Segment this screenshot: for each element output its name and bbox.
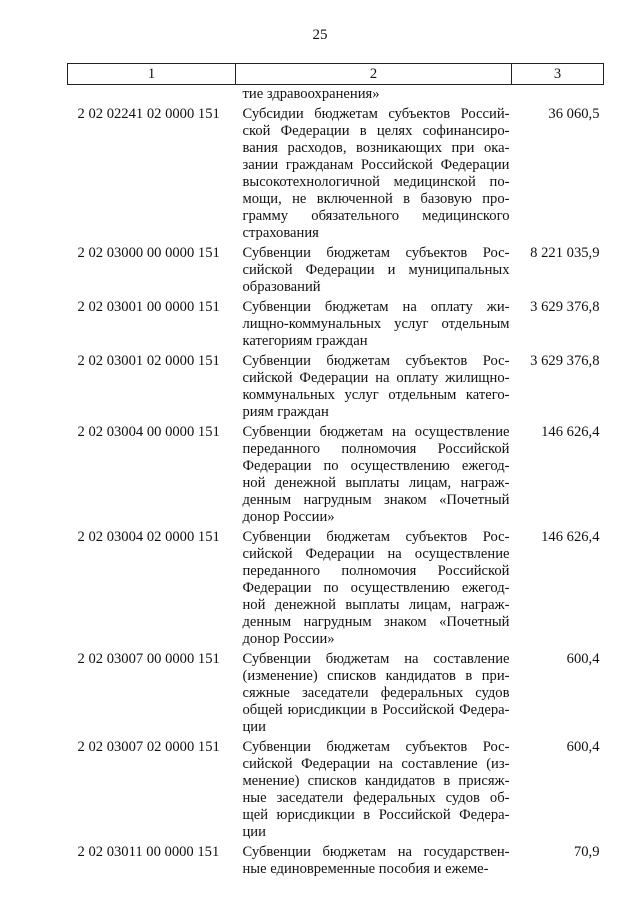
budget-item-name-line: Субвенции бюджетам субъектов Рос- xyxy=(242,529,510,545)
budget-item-name-line: сийской Федерации на оплату жилищно- xyxy=(242,370,510,386)
carryover-text: тие здравоохранения» xyxy=(242,86,380,102)
budget-amount: 146 626,4 xyxy=(541,424,600,440)
budget-item-name xyxy=(236,353,512,424)
budget-item-name-line: сяжные заседатели федеральных судов xyxy=(242,685,510,701)
table-row xyxy=(68,245,604,299)
budget-item-name-line: сийской Федерации на осуществление xyxy=(242,546,510,562)
budget-item-name-line: зании гражданам Российской Федерации xyxy=(242,157,510,173)
budget-item-name-line: донор России» xyxy=(242,631,335,647)
budget-item-name xyxy=(236,651,512,739)
budget-item-name xyxy=(236,245,512,299)
budget-code: 2 02 03004 00 0000 151 xyxy=(77,424,220,440)
budget-item-name-line: ской Федерации в целях софинансиро- xyxy=(242,123,510,139)
carryover-code-cell xyxy=(68,85,236,107)
budget-item-name-line: категориям граждан xyxy=(242,333,368,349)
budget-item-name-line: (изменение) списков кандидатов в при- xyxy=(242,668,510,684)
budget-amount: 600,4 xyxy=(566,739,600,755)
budget-amount: 3 629 376,8 xyxy=(530,299,600,315)
budget-amount: 146 626,4 xyxy=(541,529,600,545)
table-row xyxy=(68,424,604,529)
column-header-name: 2 xyxy=(236,64,512,85)
budget-item-name-line: ные единовременные пособия и ежеме- xyxy=(242,861,489,877)
column-header-code: 1 xyxy=(68,64,236,85)
budget-code: 2 02 03001 02 0000 151 xyxy=(77,353,220,369)
budget-item-name-line: страхования xyxy=(242,225,319,241)
budget-item-name xyxy=(236,844,512,881)
budget-item-name-line: коммунальных услуг отдельным катего- xyxy=(242,387,510,403)
table-row xyxy=(68,106,604,245)
column-header-amount: 3 xyxy=(512,64,604,85)
budget-item-name-line: грамму обязательного медицинского xyxy=(242,208,510,224)
budget-code: 2 02 03001 00 0000 151 xyxy=(77,299,220,315)
budget-item-name-line: высокотехнологичной медицинской по- xyxy=(242,174,510,190)
budget-table xyxy=(67,63,604,881)
carryover-row xyxy=(68,85,604,107)
budget-amount: 600,4 xyxy=(566,651,600,667)
table-row xyxy=(68,844,604,881)
budget-item-name-line: денным нагрудным знаком «Почетный xyxy=(242,492,510,508)
budget-item-name-line: переданного полномочия Российской xyxy=(242,563,510,579)
budget-item-name-line: Субвенции бюджетам субъектов Рос- xyxy=(242,353,510,369)
budget-item-name-line: лищно-коммунальных услуг отдельным xyxy=(242,316,510,332)
budget-item-name-line: сийской Федерации на составление (из- xyxy=(242,756,510,772)
budget-code: 2 02 03004 02 0000 151 xyxy=(77,529,220,545)
budget-item-name-line: Субвенции бюджетам субъектов Рос- xyxy=(242,739,510,755)
budget-item-name xyxy=(236,529,512,651)
budget-code: 2 02 03000 00 0000 151 xyxy=(77,245,220,261)
budget-item-name-line: ной денежной выплаты лицам, награж- xyxy=(242,597,510,613)
budget-item-name-line: Субвенции бюджетам субъектов Рос- xyxy=(242,245,510,261)
budget-item-name-line: ции xyxy=(242,719,266,735)
budget-item-name-line: мощи, не включенной в базовую про- xyxy=(242,191,510,207)
budget-item-name-line: общей юрисдикции в Российской Федера- xyxy=(242,702,510,718)
budget-item-name-line: ной денежной выплаты лицам, награж- xyxy=(242,475,510,491)
table-body xyxy=(68,85,604,882)
page-number: 25 xyxy=(312,27,328,43)
budget-item-name xyxy=(236,299,512,353)
budget-item-name-line: ные заседатели федеральных судов об- xyxy=(242,790,510,806)
budget-item-name-line: щей юрисдикции в Российской Федера- xyxy=(242,807,510,823)
table-row xyxy=(68,739,604,844)
budget-item-name xyxy=(236,424,512,529)
budget-item-name-line: Субсидии бюджетам субъектов Россий- xyxy=(242,106,510,122)
table-row xyxy=(68,299,604,353)
budget-item-name-line: Субвенции бюджетам на государствен- xyxy=(242,844,510,860)
budget-item-name-line: Субвенции бюджетам на осуществление xyxy=(242,424,510,440)
budget-code: 2 02 03007 00 0000 151 xyxy=(77,651,220,667)
budget-amount: 8 221 035,9 xyxy=(530,245,600,261)
budget-item-name-line: переданного полномочия Российской xyxy=(242,441,510,457)
budget-amount: 36 060,5 xyxy=(548,106,600,122)
budget-item-name-line: сийской Федерации и муниципальных xyxy=(242,262,510,278)
budget-item-name-line: образований xyxy=(242,279,321,295)
budget-code: 2 02 02241 02 0000 151 xyxy=(77,106,220,122)
budget-item-name-line: риям граждан xyxy=(242,404,329,420)
budget-item-name-line: менение) списков кандидатов в присяж- xyxy=(242,773,510,789)
budget-amount: 70,9 xyxy=(573,844,600,860)
budget-item-name-line: Федерации по осуществлению ежегод- xyxy=(242,580,510,596)
budget-item-name-line: донор России» xyxy=(242,509,335,525)
table-row xyxy=(68,353,604,424)
budget-item-name xyxy=(236,739,512,844)
budget-amount: 3 629 376,8 xyxy=(530,353,600,369)
budget-item-name xyxy=(236,106,512,245)
table-row xyxy=(68,529,604,651)
budget-code: 2 02 03011 00 0000 151 xyxy=(77,844,220,860)
budget-item-name-line: денным нагрудным знаком «Почетный xyxy=(242,614,510,630)
budget-item-name-line: Субвенции бюджетам на оплату жи- xyxy=(242,299,510,315)
table-row xyxy=(68,651,604,739)
budget-item-name-line: Субвенции бюджетам на составление xyxy=(242,651,510,667)
budget-item-name-line: вания расходов, возникающих при ока- xyxy=(242,140,510,156)
budget-item-name-line: Федерации по осуществлению ежегод- xyxy=(242,458,510,474)
budget-item-name-line: ции xyxy=(242,824,266,840)
carryover-amount-cell xyxy=(512,85,604,107)
budget-code: 2 02 03007 02 0000 151 xyxy=(77,739,220,755)
table-header xyxy=(68,64,604,85)
